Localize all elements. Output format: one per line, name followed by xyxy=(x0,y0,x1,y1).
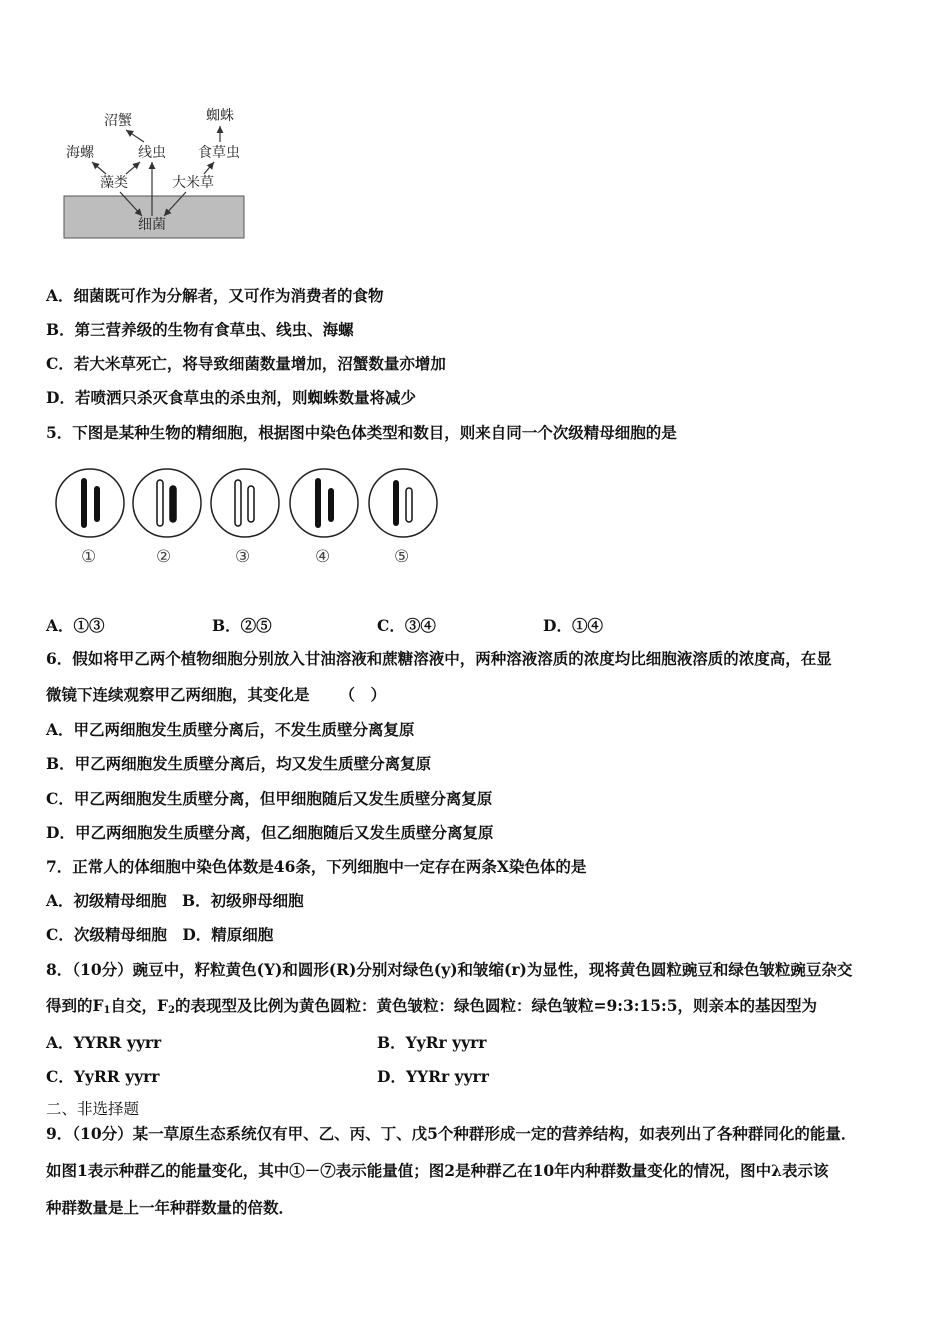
q9-line3: 种群数量是上一年种群数量的倍数． xyxy=(46,1198,295,1217)
node-xijun: 细菌 xyxy=(138,217,166,233)
q6-stem-text: 微镜下连续观察甲乙两细胞，其变化是 xyxy=(46,685,310,704)
node-shicaochong: 食草虫 xyxy=(198,145,240,161)
sperm-cells-figure xyxy=(52,466,452,572)
q4-option-b-text: 第三营养级的生物有食草虫、线虫、海螺 xyxy=(74,320,354,339)
q5-option-c: C．③④ xyxy=(377,616,436,635)
q6-stem-line2 xyxy=(46,685,386,705)
chromosome xyxy=(248,486,254,522)
cell-4 xyxy=(290,469,358,537)
q6-option-b: B．甲乙两细胞发生质壁分离后，均又发生质壁分离复原 xyxy=(46,754,432,773)
q8-stem-line1: 8．（10分）豌豆中，籽粒黄色(Y)和圆形(R)分别对绿色(y)和皱缩(r)为显性，现将黄色圆粒豌豆和绿色皱粒豌豆杂交 xyxy=(46,960,853,979)
chromosome xyxy=(81,478,87,528)
node-zhizhu: 蜘蛛 xyxy=(206,108,234,124)
node-zaolei: 藻类 xyxy=(100,175,128,191)
arrow-xianchong-zhaoxie xyxy=(126,130,144,142)
q8-option-d: D．YYRr yyrr xyxy=(377,1067,489,1086)
chromosome xyxy=(406,488,412,522)
arrow-zaolei-hailuo xyxy=(92,162,106,174)
arrow-dami-shicaochong xyxy=(204,162,214,174)
chromosome xyxy=(170,486,176,522)
chromosome xyxy=(235,480,241,526)
q4-option-a: A．细菌既可作为分解者，又可作为消费者的食物 xyxy=(46,286,384,305)
q4-option-b-letter: B xyxy=(46,320,60,339)
cell-label-3: ③ xyxy=(235,547,251,567)
cell-label-5: ⑤ xyxy=(394,547,410,567)
chromosome xyxy=(157,480,163,526)
q7-options-row2: C．次级精母细胞 D．精原细胞 xyxy=(46,925,274,944)
chromosome xyxy=(315,478,321,528)
arrow-zaolei-xianchong xyxy=(126,162,140,174)
q9-line2: 如图1表示种群乙的能量变化，其中①－⑦表示能量值；图2是种群乙在10年内种群数量变化的情况，图中λ表示该 xyxy=(46,1161,829,1180)
cell-label-1: ① xyxy=(81,547,97,567)
node-xianchong: 线虫 xyxy=(138,145,166,161)
q4-option-a-letter: A xyxy=(46,286,59,305)
section-heading: 二、非选择题 xyxy=(46,1100,140,1118)
node-dami: 大米草 xyxy=(172,175,214,191)
q4-option-b: B．第三营养级的生物有食草虫、线虫、海螺 xyxy=(46,320,354,339)
cell-label-4: ④ xyxy=(315,547,331,567)
q4-option-d: D．若喷洒只杀灭食草虫的杀虫剂，则蜘蛛数量将减少 xyxy=(46,388,416,407)
node-hailuo: 海螺 xyxy=(66,145,94,161)
q6-option-d: D．甲乙两细胞发生质壁分离，但乙细胞随后又发生质壁分离复原 xyxy=(46,823,494,842)
q4-option-d-letter: D xyxy=(46,388,60,407)
q4-option-c: C．若大米草死亡，将导致细菌数量增加，沼蟹数量亦增加 xyxy=(46,354,446,373)
q8-option-b: B．YyRr yyrr xyxy=(377,1033,487,1052)
chromosome xyxy=(328,488,334,522)
q4-option-c-text: 若大米草死亡，将导致细菌数量增加，沼蟹数量亦增加 xyxy=(73,354,446,373)
chromosome xyxy=(393,480,399,526)
q9-line1: 9．（10分）某一草原生态系统仅有甲、乙、丙、丁、戊5个种群形成一定的营养结构，如表列出了各种群同化的能量． xyxy=(46,1124,857,1143)
cell-1 xyxy=(56,469,124,537)
cell-label-2: ② xyxy=(156,547,172,567)
food-web-figure xyxy=(60,104,250,244)
q6-paren: （ ） xyxy=(339,685,387,704)
cell-5 xyxy=(369,469,437,537)
q5-option-a: A．①③ xyxy=(46,616,105,635)
q4-option-a-text: 细菌既可作为分解者，又可作为消费者的食物 xyxy=(73,286,384,305)
q6-option-c: C．甲乙两细胞发生质壁分离，但甲细胞随后又发生质壁分离复原 xyxy=(46,789,493,808)
q8-stem-line2: 得到的$F_1$自交，$F_2$的表现型及比例为黄色圆粒：黄色皱粒：绿色圆粒：绿色皱粒=9:3:15:5，则亲本的基因型为 xyxy=(46,996,818,1016)
chromosome xyxy=(94,486,100,522)
q6-option-a: A．甲乙两细胞发生质壁分离后，不发生质壁分离复原 xyxy=(46,720,415,739)
q7-options-row1: A．初级精母细胞 B．初级卵母细胞 xyxy=(46,891,304,910)
q5-option-d: D．①④ xyxy=(543,616,603,635)
q7-stem: 7．正常人的体细胞中染色体数是46条，下列细胞中一定存在两条X染色体的是 xyxy=(46,857,587,876)
q5-stem: 5．下图是某种生物的精细胞，根据图中染色体类型和数目，则来自同一个次级精母细胞的是 xyxy=(46,423,677,442)
node-zhaoxie: 沼蟹 xyxy=(104,113,132,129)
q8-option-c: C．YyRR yyrr xyxy=(46,1067,160,1086)
cell-2 xyxy=(133,469,201,537)
q6-stem-line1: 6．假如将甲乙两个植物细胞分别放入甘油溶液和蔗糖溶液中，两种溶液溶质的浓度均比细胞液溶质的浓度高，在显 xyxy=(46,649,832,668)
q8-option-a: A．YYRR yyrr xyxy=(46,1033,162,1052)
q5-option-b: B．②⑤ xyxy=(212,616,272,635)
q4-option-d-text: 若喷洒只杀灭食草虫的杀虫剂，则蜘蛛数量将减少 xyxy=(74,388,416,407)
cell-3 xyxy=(211,469,279,537)
q4-option-c-letter: C xyxy=(46,354,59,373)
